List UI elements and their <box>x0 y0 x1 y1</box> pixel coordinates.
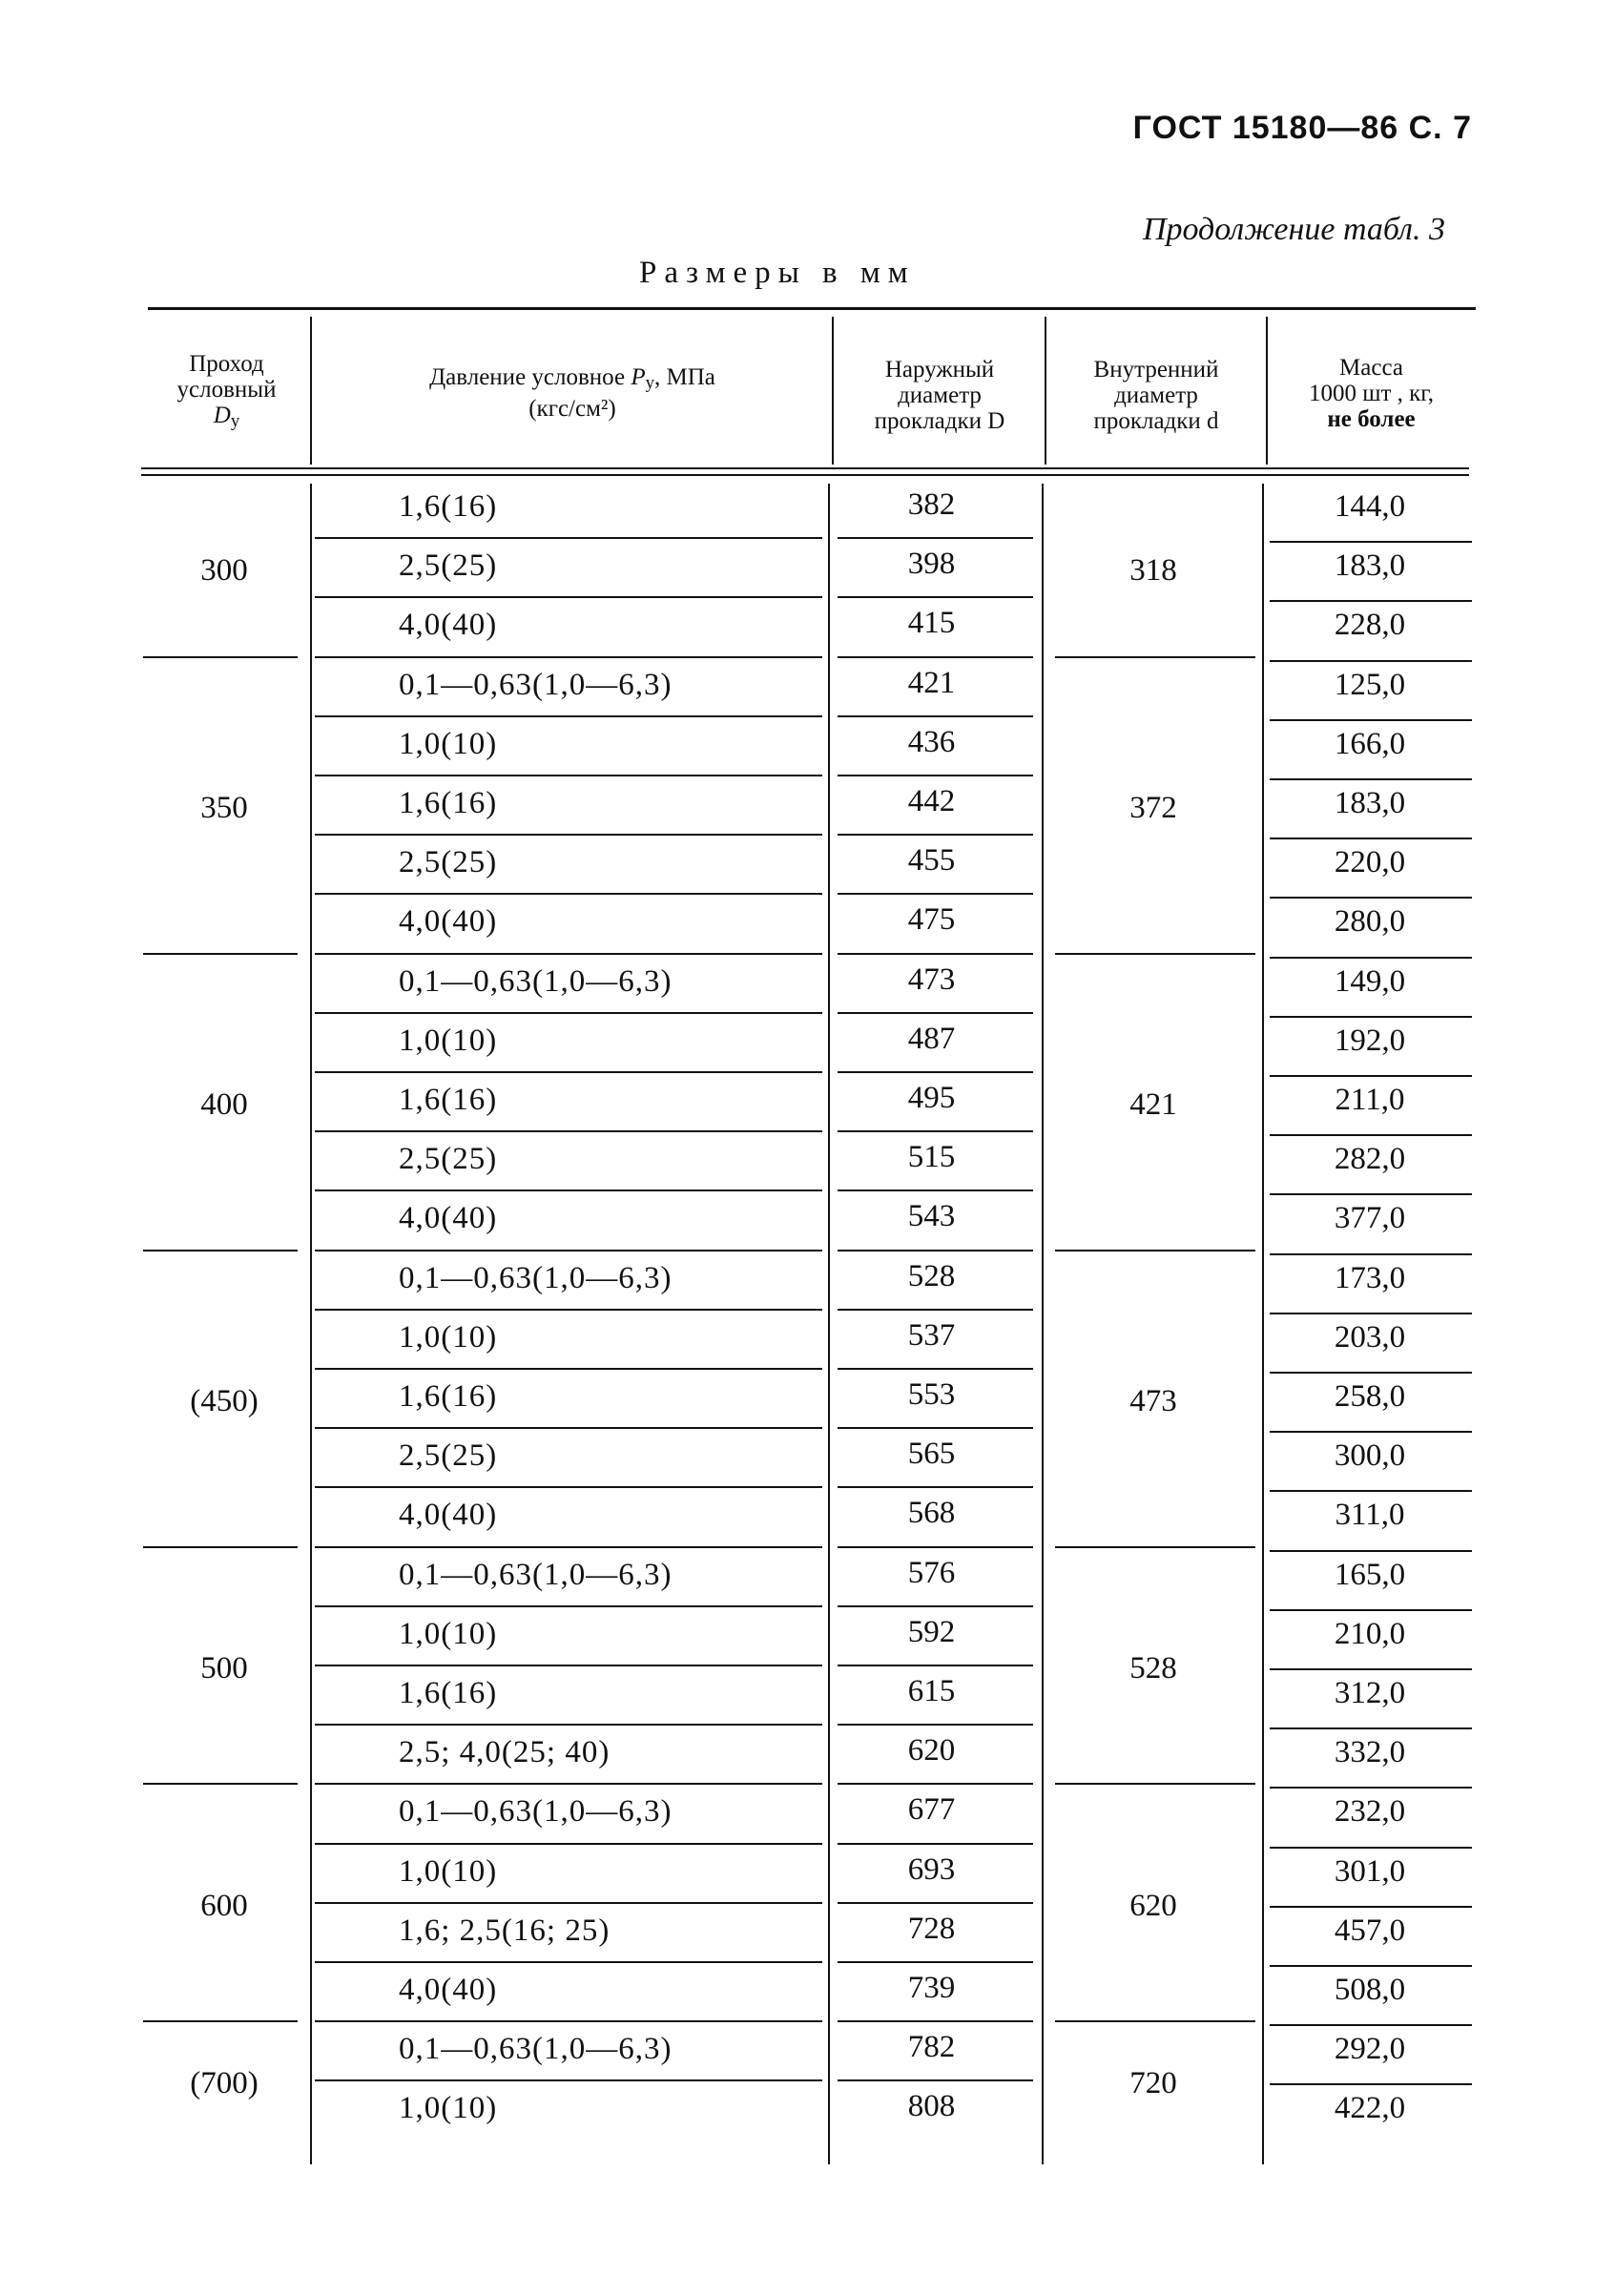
outer-d-cell: 442 <box>907 784 956 818</box>
row-rule-outer-d <box>838 596 1033 598</box>
mass-cell: 301,0 <box>1334 1853 1406 1889</box>
group-rule-inner-d <box>1055 656 1255 658</box>
group-rule-dy <box>143 2020 298 2022</box>
group-rule-inner-d <box>1055 1546 1255 1548</box>
column-header-symbol: D <box>213 403 231 428</box>
mass-cell: 220,0 <box>1334 845 1406 880</box>
inner-d-cell: 421 <box>1129 1087 1177 1123</box>
dy-cell: (450) <box>190 1384 259 1419</box>
row-rule-outer-d <box>838 1605 1033 1607</box>
dy-cell: 350 <box>200 791 248 826</box>
mass-cell: 258,0 <box>1334 1379 1406 1414</box>
row-rule-outer-d <box>838 893 1033 895</box>
row-rule-mass <box>1270 1193 1472 1195</box>
outer-d-cell: 728 <box>907 1911 956 1946</box>
row-rule-pressure <box>315 1724 822 1726</box>
outer-d-cell: 782 <box>907 2030 956 2065</box>
mass-cell: 144,0 <box>1334 489 1406 524</box>
row-rule-mass <box>1270 1906 1472 1908</box>
row-rule-outer-d <box>838 1427 1033 1429</box>
row-rule-pressure <box>315 1012 822 1014</box>
row-rule-mass <box>1270 897 1472 899</box>
inner-d-cell: 318 <box>1129 553 1177 589</box>
outer-d-cell: 592 <box>907 1614 956 1649</box>
mass-cell: 192,0 <box>1334 1023 1406 1058</box>
pressure-cell: 0,1—0,63(1,0—6,3) <box>399 963 673 999</box>
row-rule-mass <box>1270 1550 1472 1552</box>
pressure-cell: 1,0(10) <box>399 1319 498 1355</box>
row-rule-outer-d <box>838 775 1033 776</box>
document-header: ГОСТ 15180—86 С. 7 <box>1132 110 1472 146</box>
mass-cell: 282,0 <box>1334 1142 1406 1177</box>
pressure-cell: 1,0(10) <box>399 1616 498 1651</box>
row-rule-pressure <box>315 1250 822 1251</box>
row-rule-mass <box>1270 719 1472 721</box>
row-rule-outer-d <box>838 1665 1033 1666</box>
row-rule-pressure <box>315 1130 822 1132</box>
outer-d-cell: 398 <box>907 547 956 582</box>
group-rule-dy <box>143 656 298 658</box>
row-rule-outer-d <box>838 1783 1033 1785</box>
pressure-cell: 4,0(40) <box>399 904 498 940</box>
group-rule-inner-d <box>1055 1250 1255 1251</box>
row-rule-pressure <box>315 1309 822 1311</box>
row-rule-outer-d <box>838 953 1033 955</box>
inner-d-cell: 620 <box>1129 1888 1177 1923</box>
row-rule-mass <box>1270 1490 1472 1492</box>
dy-cell: 300 <box>200 553 248 589</box>
pressure-cell: 0,1—0,63(1,0—6,3) <box>399 1557 673 1592</box>
row-rule-outer-d <box>838 1902 1033 1904</box>
column-divider <box>828 484 830 2164</box>
group-rule-dy <box>143 953 298 955</box>
dy-cell: (700) <box>190 2066 259 2101</box>
units-note: Размеры в мм <box>639 256 916 290</box>
row-rule-mass <box>1270 1372 1472 1374</box>
row-rule-pressure <box>315 656 822 658</box>
column-header-line <box>315 364 830 396</box>
mass-cell: 280,0 <box>1334 904 1406 940</box>
row-rule-pressure <box>315 1783 822 1785</box>
pressure-cell: 1,0(10) <box>399 1853 498 1889</box>
dy-cell: 600 <box>200 1888 248 1923</box>
outer-d-cell: 576 <box>907 1555 956 1590</box>
dy-cell: 400 <box>200 1087 248 1123</box>
outer-d-cell: 473 <box>907 962 956 997</box>
row-rule-outer-d <box>838 1012 1033 1014</box>
mass-cell: 232,0 <box>1334 1794 1406 1830</box>
pressure-cell: 2,5(25) <box>399 548 498 584</box>
outer-d-cell: 568 <box>907 1496 956 1531</box>
row-rule-pressure <box>315 893 822 895</box>
row-rule-mass <box>1270 838 1472 839</box>
column-header-symbol: P <box>631 364 646 390</box>
row-rule-pressure <box>315 1368 822 1370</box>
row-rule-mass <box>1270 1847 1472 1849</box>
row-rule-pressure <box>315 596 822 598</box>
row-rule-pressure <box>315 1843 822 1845</box>
row-rule-pressure <box>315 1665 822 1666</box>
column-header-line: Внутренний <box>1093 357 1219 383</box>
header-divider <box>832 317 834 465</box>
row-rule-outer-d <box>838 1843 1033 1845</box>
header-double-rule-1 <box>141 467 1469 469</box>
outer-d-cell: 475 <box>907 902 956 938</box>
outer-d-cell: 677 <box>907 1792 956 1828</box>
outer-d-cell: 495 <box>907 1081 956 1115</box>
pressure-cell: 0,1—0,63(1,0—6,3) <box>399 667 673 702</box>
row-rule-mass <box>1270 1253 1472 1255</box>
column-header-line: не более <box>1327 406 1416 432</box>
outer-d-cell: 620 <box>907 1733 956 1769</box>
row-rule-pressure <box>315 1189 822 1191</box>
group-rule-inner-d <box>1055 953 1255 955</box>
mass-cell: 228,0 <box>1334 608 1406 643</box>
inner-d-cell: 372 <box>1129 791 1177 826</box>
row-rule-mass <box>1270 1431 1472 1433</box>
row-rule-outer-d <box>838 1961 1033 1963</box>
column-header-subscript: у <box>230 411 240 431</box>
row-rule-mass <box>1270 1668 1472 1670</box>
mass-cell: 457,0 <box>1334 1913 1406 1948</box>
pressure-cell: 1,6(16) <box>399 1379 498 1414</box>
column-header-text: , МПа <box>653 364 715 390</box>
outer-d-cell: 808 <box>907 2089 956 2124</box>
row-rule-outer-d <box>838 834 1033 836</box>
mass-cell: 211,0 <box>1335 1083 1405 1117</box>
outer-d-cell: 739 <box>907 1971 956 2005</box>
outer-d-cell: 693 <box>907 1851 956 1887</box>
row-rule-outer-d <box>838 1486 1033 1488</box>
row-rule-pressure <box>315 1486 822 1488</box>
pressure-cell: 4,0(40) <box>399 1201 498 1236</box>
inner-d-cell: 528 <box>1129 1651 1177 1686</box>
group-rule-inner-d <box>1055 1783 1255 1785</box>
outer-d-cell: 436 <box>907 724 956 759</box>
row-rule-mass <box>1270 1075 1472 1077</box>
mass-cell: 311,0 <box>1335 1498 1405 1533</box>
header-divider <box>1045 317 1046 465</box>
column-header-pressure <box>315 364 830 422</box>
pressure-cell: 1,6(16) <box>399 489 498 524</box>
row-rule-mass <box>1270 660 1472 662</box>
row-rule-outer-d <box>838 656 1033 658</box>
row-rule-mass <box>1270 778 1472 780</box>
row-rule-outer-d <box>838 1130 1033 1132</box>
column-header-text: Давление условное <box>429 364 632 390</box>
pressure-cell: 4,0(40) <box>399 608 498 643</box>
row-rule-pressure <box>315 834 822 836</box>
row-rule-mass <box>1270 1016 1472 1018</box>
row-rule-outer-d <box>838 1250 1033 1251</box>
row-rule-mass <box>1270 957 1472 959</box>
row-rule-mass <box>1270 1965 1472 1967</box>
row-rule-mass <box>1270 600 1472 602</box>
row-rule-outer-d <box>838 2079 1033 2081</box>
group-rule-dy <box>143 1783 298 1785</box>
row-rule-pressure <box>315 1605 822 1607</box>
row-rule-pressure <box>315 2020 822 2022</box>
column-header-line: диаметр <box>1114 383 1198 408</box>
outer-d-cell: 543 <box>907 1199 956 1234</box>
column-divider <box>1042 484 1044 2164</box>
row-rule-mass <box>1270 2024 1472 2026</box>
header-divider <box>310 317 312 465</box>
column-header-line: прокладки d <box>1093 408 1219 434</box>
row-rule-pressure <box>315 537 822 539</box>
row-rule-outer-d <box>838 1546 1033 1548</box>
pressure-cell: 1,6(16) <box>399 1083 498 1117</box>
column-header-inner-d <box>1047 357 1265 434</box>
pressure-cell: 1,0(10) <box>399 2091 498 2126</box>
row-rule-pressure <box>315 775 822 776</box>
pressure-cell: 0,1—0,63(1,0—6,3) <box>399 1794 673 1830</box>
pressure-cell: 0,1—0,63(1,0—6,3) <box>399 2032 673 2067</box>
mass-cell: 300,0 <box>1334 1438 1406 1474</box>
pressure-cell: 2,5(25) <box>399 1142 498 1177</box>
dy-cell: 500 <box>200 1651 248 1686</box>
row-rule-pressure <box>315 2079 822 2081</box>
row-rule-pressure <box>315 1902 822 1904</box>
mass-cell: 312,0 <box>1334 1676 1406 1710</box>
pressure-cell: 1,0(10) <box>399 726 498 761</box>
row-rule-mass <box>1270 1609 1472 1611</box>
pressure-cell: 1,6(16) <box>399 786 498 820</box>
inner-d-cell: 720 <box>1129 2066 1177 2101</box>
column-header-line: Наружный <box>884 357 995 383</box>
pressure-cell: 0,1—0,63(1,0—6,3) <box>399 1260 673 1295</box>
outer-d-cell: 421 <box>907 665 956 700</box>
column-header-line: Проход <box>189 351 264 377</box>
mass-cell: 165,0 <box>1334 1557 1406 1592</box>
column-divider <box>1262 484 1264 2164</box>
pressure-cell: 2,5; 4,0(25; 40) <box>399 1735 611 1770</box>
column-header-line: 1000 шт , кг, <box>1308 381 1434 406</box>
column-header-line: условный <box>176 377 277 403</box>
row-rule-outer-d <box>838 1309 1033 1311</box>
mass-cell: 203,0 <box>1334 1319 1406 1355</box>
group-rule-dy <box>143 1546 298 1548</box>
row-rule-outer-d <box>838 715 1033 717</box>
pressure-cell: 4,0(40) <box>399 1973 498 2007</box>
outer-d-cell: 382 <box>907 487 956 522</box>
column-divider <box>310 484 312 2164</box>
outer-d-cell: 565 <box>907 1437 956 1472</box>
column-header-subscript: у <box>645 373 654 393</box>
outer-d-cell: 455 <box>907 843 956 879</box>
row-rule-mass <box>1270 541 1472 543</box>
column-header-line: прокладки D <box>874 408 1005 434</box>
table-top-rule <box>148 307 1476 310</box>
row-rule-pressure <box>315 1427 822 1429</box>
pressure-cell: 2,5(25) <box>399 845 498 880</box>
group-rule-dy <box>143 1250 298 1251</box>
mass-cell: 210,0 <box>1334 1616 1406 1651</box>
mass-cell: 125,0 <box>1334 667 1406 702</box>
mass-cell: 166,0 <box>1334 726 1406 761</box>
outer-d-cell: 528 <box>907 1258 956 1293</box>
mass-cell: 508,0 <box>1334 1973 1406 2007</box>
mass-cell: 332,0 <box>1334 1735 1406 1770</box>
mass-cell: 149,0 <box>1334 963 1406 999</box>
outer-d-cell: 537 <box>907 1317 956 1353</box>
row-rule-pressure <box>315 715 822 717</box>
pressure-cell: 2,5(25) <box>399 1438 498 1474</box>
column-header-line: Масса <box>1339 355 1403 381</box>
outer-d-cell: 415 <box>907 606 956 641</box>
row-rule-pressure <box>315 1546 822 1548</box>
mass-cell: 292,0 <box>1334 2032 1406 2067</box>
inner-d-cell: 473 <box>1129 1384 1177 1419</box>
row-rule-outer-d <box>838 1189 1033 1191</box>
header-double-rule-2 <box>141 474 1469 476</box>
row-rule-outer-d <box>838 1368 1033 1370</box>
row-rule-mass <box>1270 1313 1472 1314</box>
row-rule-pressure <box>315 1071 822 1073</box>
mass-cell: 377,0 <box>1334 1201 1406 1236</box>
row-rule-outer-d <box>838 2020 1033 2022</box>
row-rule-mass <box>1270 1787 1472 1789</box>
row-rule-outer-d <box>838 537 1033 539</box>
column-header-outer-d <box>835 357 1045 434</box>
group-rule-inner-d <box>1055 2020 1255 2022</box>
pressure-cell: 1,6(16) <box>399 1676 498 1710</box>
column-header-line: диаметр <box>898 383 982 408</box>
row-rule-mass <box>1270 2083 1472 2085</box>
mass-cell: 173,0 <box>1334 1260 1406 1295</box>
row-rule-outer-d <box>838 1071 1033 1073</box>
pressure-cell: 4,0(40) <box>399 1498 498 1533</box>
continuation-note: Продолжение табл. 3 <box>1142 212 1445 247</box>
pressure-cell: 1,0(10) <box>399 1023 498 1058</box>
outer-d-cell: 487 <box>907 1021 956 1056</box>
row-rule-pressure <box>315 953 822 955</box>
column-header-line: (кгс/см²) <box>528 396 616 422</box>
row-rule-outer-d <box>838 1724 1033 1726</box>
outer-d-cell: 553 <box>907 1377 956 1412</box>
row-rule-mass <box>1270 1134 1472 1136</box>
row-rule-pressure <box>315 1961 822 1963</box>
column-header-dy <box>148 351 305 434</box>
outer-d-cell: 515 <box>907 1140 956 1175</box>
mass-cell: 183,0 <box>1334 548 1406 584</box>
mass-cell: 183,0 <box>1334 786 1406 820</box>
outer-d-cell: 615 <box>907 1674 956 1708</box>
row-rule-mass <box>1270 1727 1472 1729</box>
mass-cell: 422,0 <box>1334 2091 1406 2126</box>
header-divider <box>1266 317 1268 465</box>
column-header-mass <box>1269 355 1474 432</box>
pressure-cell: 1,6; 2,5(16; 25) <box>399 1913 611 1948</box>
column-header-line <box>148 403 305 434</box>
